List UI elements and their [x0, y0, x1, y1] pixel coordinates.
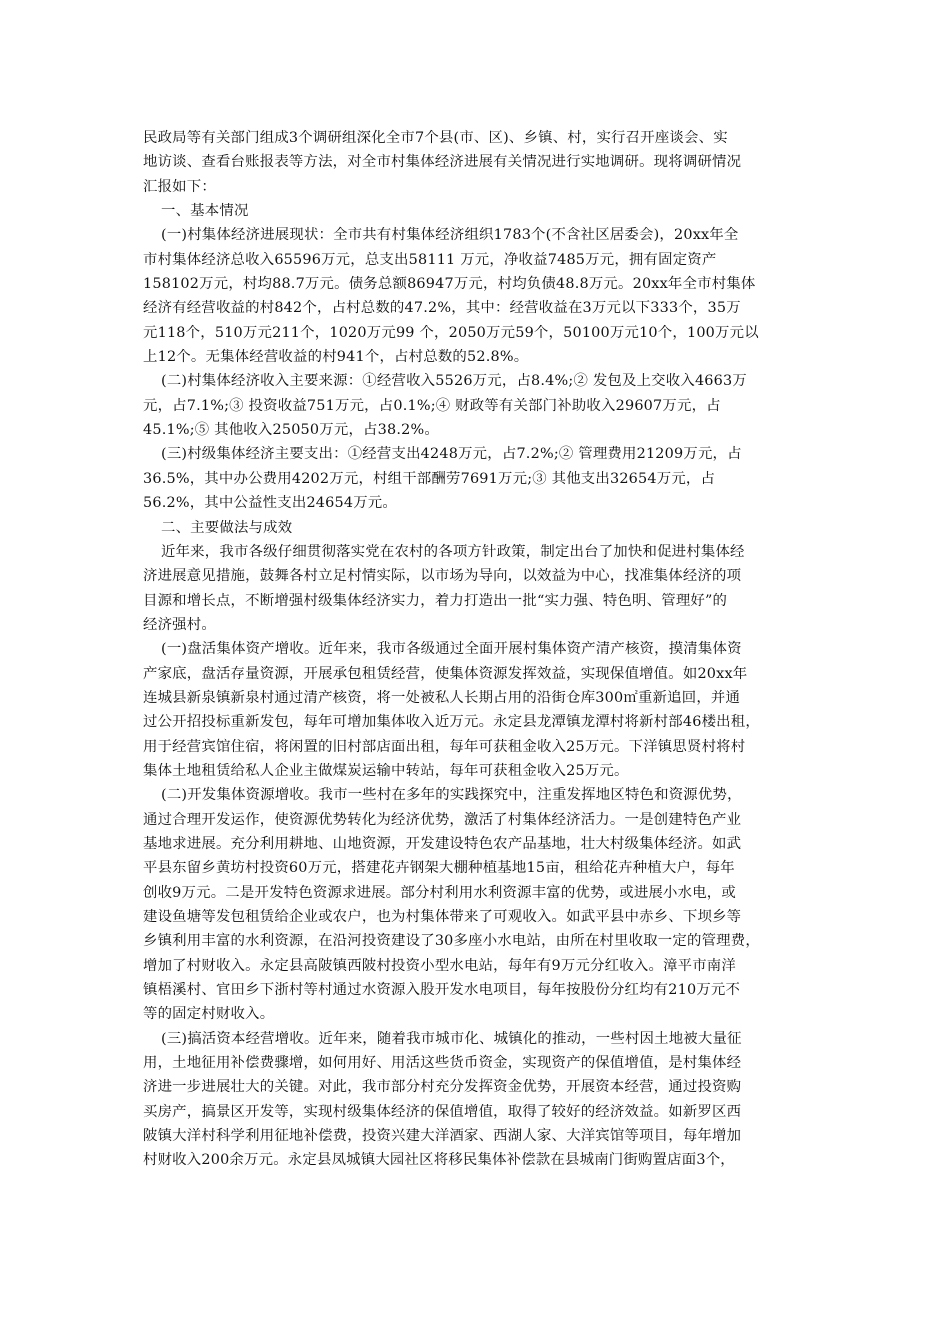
- text-line: 市村集体经济总收入65596万元，总支出58111 万元，净收益7485万元，拥有固定资产: [143, 251, 717, 268]
- text-line: (二)开发集体资源增收。我市一些村在多年的实践探究中，注重发挥地区特色和资源优势，: [161, 787, 742, 804]
- text-line: 乡镇利用丰富的水利资源，在沿河投资建设了30多座小水电站，由所在村里收取一定的管理费，: [143, 933, 760, 950]
- text-line: 158102万元，村均88.7万元。债务总额86947万元，村均负债48.8万元。20xx年全市村集体: [143, 276, 756, 293]
- text-line: 建设鱼塘等发包租赁给企业或农户，也为村集体带来了可观收入。如武平县中赤乡、下坝乡等: [143, 909, 742, 925]
- document-page: [143, 126, 811, 1173]
- text-line: 等的固定村财收入。: [143, 1006, 275, 1023]
- text-line: 元，占7.1%;③ 投资收益751万元，占0.1%;④ 财政等有关部门补助收入29607万元，占: [143, 397, 721, 414]
- text-line: 过公开招投标重新发包，每年可增加集体收入近万元。永定县龙潭镇龙潭村将新村部46楼出租，: [143, 714, 760, 731]
- text-line: 地访谈、查看台账报表等方法，对全市村集体经济进展有关情况进行实地调研。现将调研情况: [143, 154, 742, 171]
- text-line: 创收9万元。二是开发特色资源求进展。部分村利用水利资源丰富的优势，或进展小水电，或: [143, 884, 736, 901]
- text-line: 经济有经营收益的村842个，占村总数的47.2%，其中：经营收益在3万元以下333个，35万: [143, 300, 741, 317]
- text-line: 连城县新泉镇新泉村通过清产核资，将一处被私人长期占用的沿街仓库300㎡重新追回，并通: [143, 689, 741, 706]
- text-line: 村财收入200余万元。永定县凤城镇大园社区将移民集体补偿款在县城南门街购置店面3个，: [143, 1152, 735, 1169]
- text-line: 增加了村财收入。永定县高陂镇西陂村投资小型水电站，每年有9万元分红收入。漳平市南洋: [143, 957, 736, 974]
- text-line: 产家底，盘活存量资源，开展承包租赁经营，使集体资源发挥效益，实现保值增值。如20xx年: [143, 665, 748, 682]
- text-line: 36.5%，其中办公费用4202万元，村组干部酬劳7691万元;③ 其他支出32654万元，占: [143, 470, 716, 487]
- text-line: 经济强村。: [143, 616, 216, 633]
- text-line: 用于经营宾馆住宿，将闲置的旧村部店面出租，每年可获租金收入25万元。下洋镇思贤村将村: [143, 738, 746, 755]
- text-line: 目源和增长点，不断增强村级集体经济实力，着力打造出一批“实力强、特色明、管理好”的: [143, 592, 728, 609]
- text-line: (二)村集体经济收入主要来源：①经营收入5526万元，占8.4%;② 发包及上交收入4663万: [161, 373, 747, 390]
- text-line: (一)盘活集体资产增收。近年来，我市各级通过全面开展村集体资产清产核资，摸清集体资: [161, 641, 742, 658]
- text-line: 平县东留乡黄坊村投资60万元，搭建花卉钢架大棚种植基地15亩，租给花卉种植大户，每年: [143, 860, 735, 877]
- text-line: 济进展意见措施，鼓舞各村立足村情实际，以市场为导向，以效益为中心，找准集体经济的项: [143, 568, 742, 585]
- text-line: 集体土地租赁给私人企业主做煤炭运输中转站，每年可获租金收入25万元。: [143, 762, 629, 779]
- text-line: (一)村集体经济进展现状：全市共有村集体经济组织1783个(不含社区居委会)，20xx年全: [161, 227, 739, 244]
- text-line: 56.2%，其中公益性支出24654万元。: [143, 495, 397, 512]
- text-line: 民政局等有关部门组成3个调研组深化全市7个县(市、区)、乡镇、村，实行召开座谈会、实: [143, 130, 728, 146]
- text-line: 汇报如下：: [143, 178, 216, 195]
- text-line: 一、基本情况: [161, 203, 249, 220]
- text-line: 元118个，510万元211个，1020万元99 个，2050万元59个，50100万元10个，100万元以: [143, 324, 759, 341]
- text-line: 45.1%;⑤ 其他收入25050万元，占38.2%。: [143, 422, 439, 439]
- text-line: (三)村级集体经济主要支出：①经营支出4248万元，占7.2%;② 管理费用21209万元，占: [161, 446, 742, 463]
- text-line: 二、主要做法与成效: [161, 519, 293, 536]
- text-line: (三)搞活资本经营增收。近年来，随着我市城市化、城镇化的推动，一些村因土地被大量征: [161, 1030, 742, 1047]
- text-line: 用，土地征用补偿费骤增，如何用好、用活这些货币资金，实现资产的保值增值，是村集体经: [143, 1055, 742, 1072]
- text-line: 陂镇大洋村科学利用征地补偿费，投资兴建大洋酒家、西湖人家、大洋宾馆等项目，每年增加: [143, 1128, 742, 1145]
- text-line: 济进一步进展壮大的关键。对此，我市部分村充分发挥资金优势，开展资本经营，通过投资购: [143, 1079, 742, 1096]
- text-line: 基地求进展。充分利用耕地、山地资源，开发建设特色农产品基地，壮大村级集体经济。如武: [143, 835, 742, 852]
- text-line: 通过合理开发运作，使资源优势转化为经济优势，激活了村集体经济活力。一是创建特色产业: [143, 811, 742, 828]
- text-line: 上12个。无集体经营收益的村941个，占村总数的52.8%。: [143, 349, 529, 366]
- text-line: 近年来，我市各级仔细贯彻落实党在农村的各项方针政策，制定出台了加快和促进村集体经: [161, 543, 745, 560]
- text-line: 镇梧溪村、官田乡下浙村等村通过水资源入股开发水电项目，每年按股份分红均有210万元不: [143, 982, 741, 999]
- text-line: 买房产，搞景区开发等，实现村级集体经济的保值增值，取得了较好的经济效益。如新罗区西: [143, 1103, 742, 1120]
